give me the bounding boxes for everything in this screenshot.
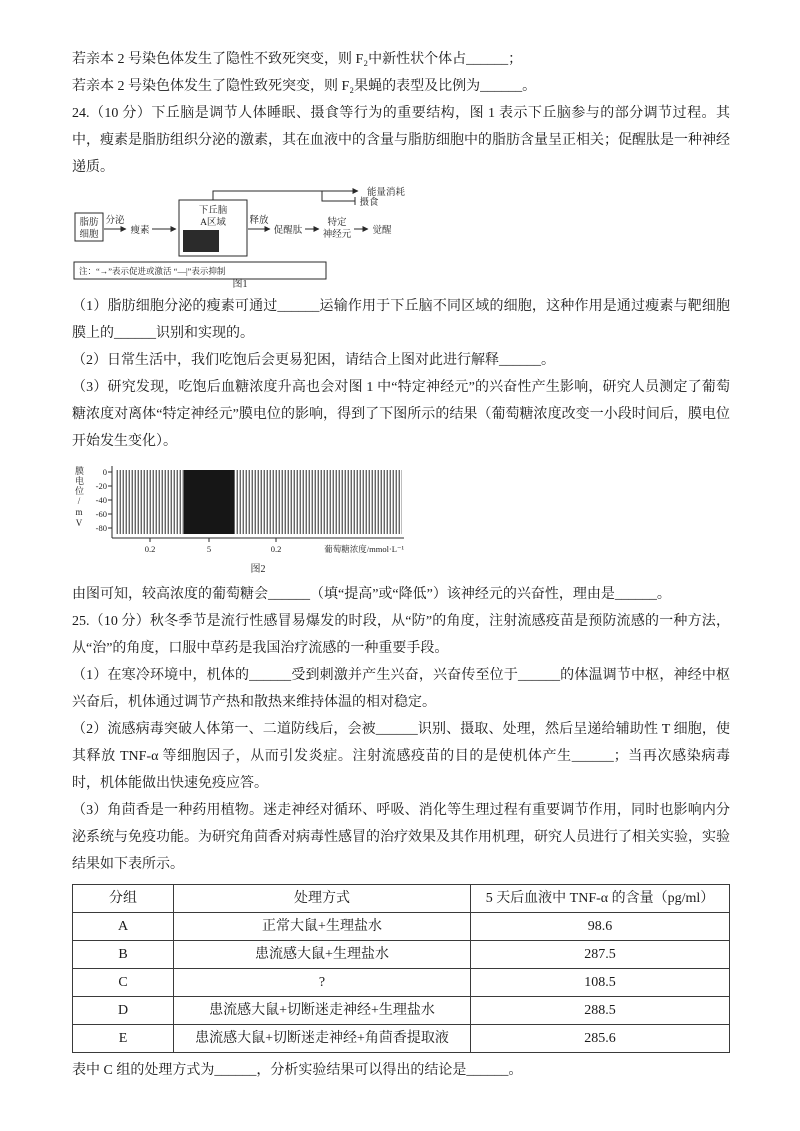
ytick-label-3: -60 — [95, 509, 107, 519]
header-tnf-value: 5 天后血液中 TNF-α 的含量（pg/ml） — [471, 885, 730, 913]
ytick-label-4: -80 — [95, 523, 107, 533]
table-row — [73, 1025, 730, 1053]
q24-sub1: （1）脂肪细胞分泌的瘦素可通过______运输作用于下丘脑不同区域的细胞，这种作用是通过瘦素与靶细胞膜上的______识别和实现的。 — [72, 299, 730, 341]
table-row — [73, 997, 730, 1025]
q25-sub1: （1）在寒冷环境中，机体的______受到刺激并产生兴奋，兴奋传至位于______的体温调节中枢，神经中枢兴奋后，机体通过调节产热和散热来维持体温的相对稳定。 — [72, 668, 730, 710]
neuron-label-1: 特定 — [327, 218, 347, 228]
arrow-to-energy — [213, 191, 358, 200]
legend-note: 注：“→”表示促进或激活 “—|”表示抑制 — [79, 266, 226, 276]
q24-sub3: （3）研究发现，吃饱后血糖浓度升高也会对图 1 中“特定神经元”的兴奋性产生影响，研究人员测定了葡萄糖浓度对离体“特定神经元”膜电位的影响，得到了下图所示的结果（葡萄糖浓度改变一小段时间后，膜电位开始发生变化）。 — [72, 380, 730, 449]
intake-label: 摄食 — [359, 198, 379, 208]
header-group: 分组 — [73, 885, 174, 913]
table-row — [73, 913, 730, 941]
line-to-intake — [322, 191, 355, 201]
region-a-label: A区域 — [200, 218, 226, 228]
xtick-label-1: 0.2 — [144, 544, 156, 554]
experiment-results-table — [72, 884, 730, 1053]
q24-sub2: （2）日常生活中，我们吃饱后会更易犯困，请结合上图对此进行解释______。 — [72, 353, 555, 368]
q23-blank-line-2: 若亲本 2 号染色体发生了隐性致死突变，则 F₂果蝇的表型及比例为______。 — [72, 79, 537, 94]
group-cell: E — [73, 1025, 174, 1053]
q25-sub3: （3）角茴香是一种药用植物。迷走神经对循环、呼吸、消化等生理过程有重要调节作用，同时也影响内分泌系统与免疫功能。为研究角茴香对病毒性感冒的治疗效果及其作用机理，研究人员进行了相关实验，实验结果如下表所示。 — [72, 803, 730, 872]
q25-final: 表中 C 组的处理方式为______，分析实验结果可以得出的结论是______。 — [72, 1063, 523, 1078]
secrete-label: 分泌 — [105, 216, 125, 226]
table-header-row — [73, 885, 730, 913]
figure1-pathway-diagram — [72, 186, 730, 288]
table-row — [73, 969, 730, 997]
energy-label: 能量消耗 — [366, 188, 406, 198]
ytick-label-0: 0 — [102, 467, 107, 477]
fat-cell-label-1: 脂肪 — [79, 218, 99, 228]
figure1-svg — [72, 186, 420, 288]
header-treatment: 处理方式 — [174, 885, 471, 913]
fat-cell-label-2: 细胞 — [79, 230, 99, 240]
q24-conclusion: 由图可知，较高浓度的葡萄糖会______（填“提高”或“降低”）该神经元的兴奋性，理由是______。 — [72, 587, 671, 602]
awake-label: 觉醒 — [372, 226, 392, 236]
spike-train-low-glucose-2 — [234, 470, 402, 534]
treatment-cell: 正常大鼠+生理盐水 — [174, 913, 471, 941]
ytick-label-1: -20 — [95, 481, 107, 491]
spike-train-low-glucose-1 — [116, 470, 184, 534]
dense-activity-block-high-glucose — [184, 470, 234, 534]
fig2-y-axis-label: 膜电位/mV — [74, 466, 84, 529]
figure2-membrane-potential-chart — [72, 460, 730, 576]
fig2-x-axis-label: 葡萄糖浓度/mmol·L⁻¹ — [324, 544, 404, 554]
treatment-cell: 患流感大鼠+切断迷走神经+角茴香提取液 — [174, 1025, 471, 1053]
q25-intro: 25.（10 分）秋冬季节是流行性感冒易爆发的时段，从“防”的角度，注射流感疫苗是预防流感的一种方法，从“治”的角度，口服中草药是我国治疗流感的一种重要手段。 — [72, 614, 730, 656]
group-cell: D — [73, 997, 174, 1025]
neuron-label-2: 神经元 — [322, 230, 352, 240]
xtick-label-2: 5 — [206, 544, 212, 554]
xtick-label-3: 0.2 — [270, 544, 282, 554]
group-cell: A — [73, 913, 174, 941]
q25-sub2: （2）流感病毒突破人体第一、二道防线后，会被______识别、摄取、处理，然后呈递给辅助性 T 细胞，使其释放 TNF-α 等细胞因子，从而引发炎症。注射流感疫苗的目的是使机体产生______；当再次感染病毒时，机体能做出快速免疫应答。 — [72, 722, 730, 791]
figure2-caption: 图2 — [250, 564, 266, 575]
value-cell: 285.6 — [471, 1025, 730, 1053]
treatment-cell: ? — [174, 969, 471, 997]
value-cell: 287.5 — [471, 941, 730, 969]
table-row — [73, 941, 730, 969]
value-cell: 98.6 — [471, 913, 730, 941]
value-cell: 288.5 — [471, 997, 730, 1025]
treatment-cell: 患流感大鼠+切断迷走神经+生理盐水 — [174, 997, 471, 1025]
ytick-label-2: -40 — [95, 495, 107, 505]
q24-intro: 24.（10 分）下丘脑是调节人体睡眠、摄食等行为的重要结构，图 1 表示下丘脑参与的部分调节过程。其中，瘦素是脂肪组织分泌的激素，其在血液中的含量与脂肪细胞中的脂肪含量呈正相关；促醒肽是一种神经递质。 — [72, 106, 730, 175]
leptin-label: 瘦素 — [130, 226, 150, 236]
q23-blank-line-1: 若亲本 2 号染色体发生了隐性不致死突变，则 F₂中新性状个体占______； — [72, 52, 523, 67]
shaded-region — [183, 230, 219, 252]
value-cell: 108.5 — [471, 969, 730, 997]
figure1-caption: 图1 — [232, 279, 248, 288]
group-cell: B — [73, 941, 174, 969]
hypothalamus-label: 下丘脑 — [198, 206, 228, 216]
figure2-svg — [86, 460, 408, 576]
group-cell: C — [73, 969, 174, 997]
release-label: 释放 — [249, 216, 269, 226]
treatment-cell: 患流感大鼠+生理盐水 — [174, 941, 471, 969]
orexin-label: 促醒肽 — [273, 226, 303, 236]
